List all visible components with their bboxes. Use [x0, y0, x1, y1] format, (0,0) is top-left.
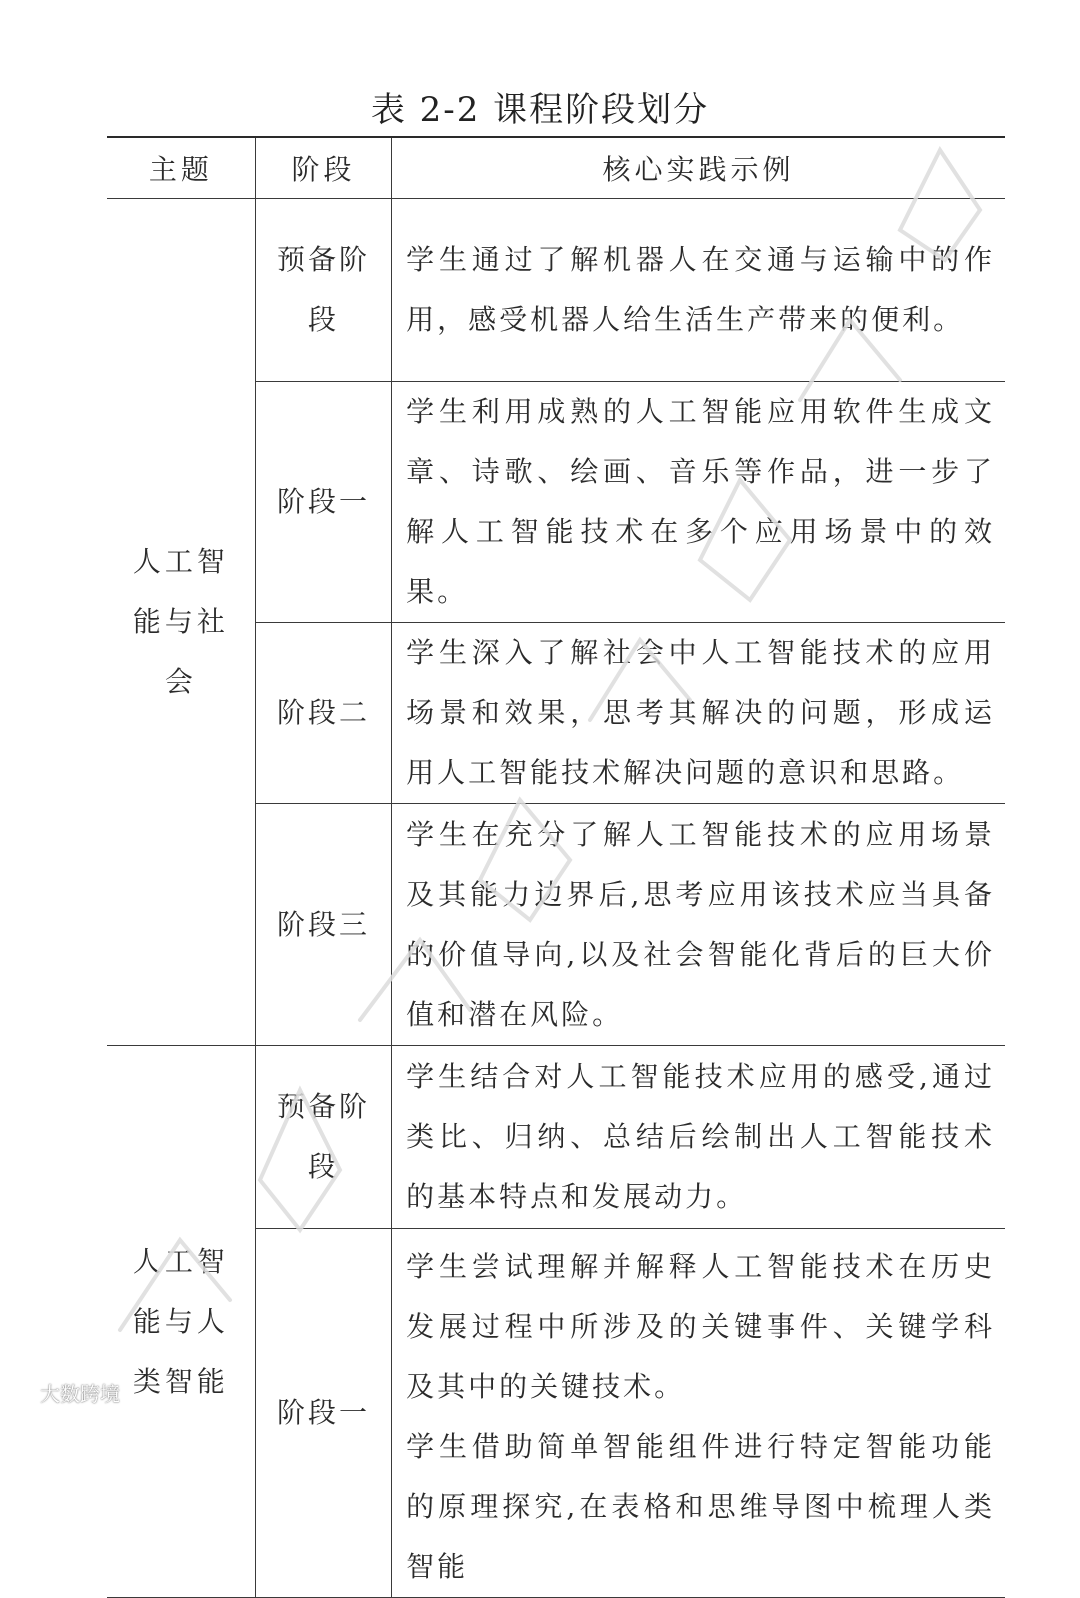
stage-cell: 阶段一 — [255, 382, 391, 623]
example-cell: 学生利用成熟的人工智能应用软件生成文章、诗歌、绘画、音乐等作品，进一步了解人工智能技术在多个应用场景中的效果。 — [392, 382, 1005, 623]
weibo-icon — [12, 1381, 34, 1405]
stage-cell: 预备阶段 — [255, 1046, 391, 1229]
example-cell — [392, 1229, 1005, 1598]
example-paragraph: 学生尝试理解并解释人工智能技术在历史发展过程中所涉及的关键事件、关键学科及其中的关键技术。 — [406, 1250, 995, 1403]
table-row — [107, 1046, 1005, 1229]
stage-cell: 预备阶段 — [255, 199, 391, 382]
logo-text: 大数跨境 — [40, 1382, 120, 1406]
header-stage: 阶段 — [255, 137, 391, 199]
table-caption: 表 2-2 课程阶段划分 — [370, 90, 710, 130]
example-cell: 学生通过了解机器人在交通与运输中的作用，感受机器人给生活生产带来的便利。 — [392, 199, 1005, 382]
example-cell: 学生结合对人工智能技术应用的感受,通过类比、归纳、总结后绘制出人工智能技术的基本特点和发展动力。 — [392, 1046, 1005, 1229]
table-row — [107, 199, 1005, 382]
header-topic: 主题 — [107, 137, 255, 199]
stage-cell: 阶段二 — [255, 623, 391, 804]
example-cell: 学生在充分了解人工智能技术的应用场景及其能力边界后,思考应用该技术应当具备的价值导向,以及社会智能化背后的巨大价值和潜在风险。 — [392, 804, 1005, 1046]
stage-cell: 阶段一 — [255, 1229, 391, 1598]
stage-cell: 阶段三 — [255, 804, 391, 1046]
table-header-row — [107, 137, 1005, 199]
example-paragraph: 学生借助简单智能组件进行特定智能功能的原理探究,在表格和思维导图中梳理人类智能 — [406, 1430, 995, 1583]
header-example: 核心实践示例 — [392, 137, 1005, 199]
source-logo — [12, 1378, 120, 1407]
example-cell: 学生深入了解社会中人工智能技术的应用场景和效果，思考其解决的问题，形成运用人工智能技术解决问题的意识和思路。 — [392, 623, 1005, 804]
topic-cell: 人工智能与人类智能 — [107, 1046, 255, 1598]
topic-cell: 人工智能与社会 — [107, 199, 255, 1046]
course-stage-table — [107, 136, 1005, 1598]
